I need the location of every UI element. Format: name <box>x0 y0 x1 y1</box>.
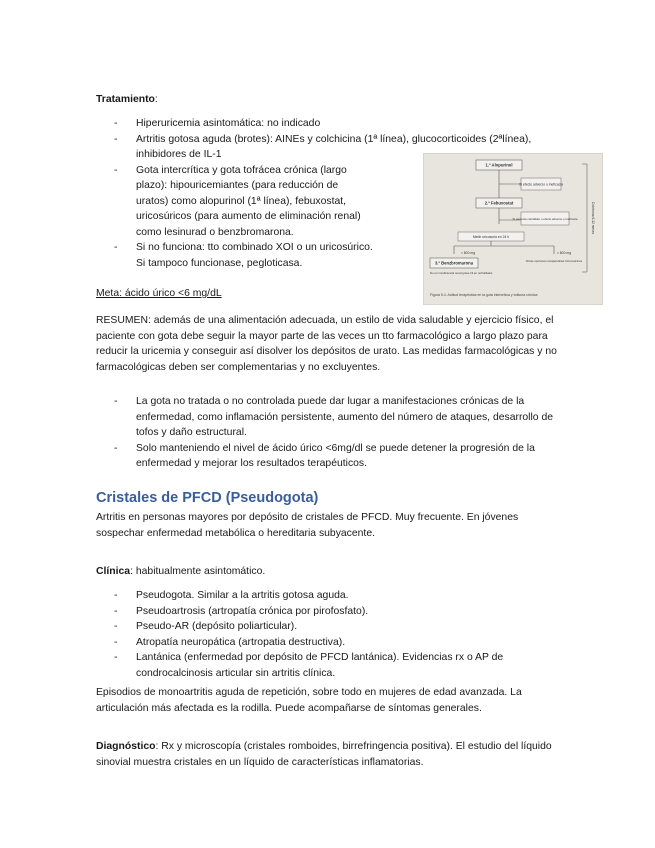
pfcd-intro: Artritis en personas mayores por depósito de cristales de PFCD. Muy frecuente. En jóvenes sospechar enfermedad metabólica o hereditaria subyacente. <box>96 512 519 539</box>
lt800-label: < 800 mg <box>460 251 476 255</box>
treatment-flowchart-figure <box>423 153 603 305</box>
list-item: - Solo manteniendo el nivel de ácido úrico <6mg/dl se puede detener la progresión de la enfermedad y mejorar los resultados terapéuticos. <box>96 441 558 472</box>
list-item: - Lantánica (enfermedad por depósito de PFCD lantánica). Evidencias rx o AP de condrocalcinosis articular sin artritis clínica. <box>96 650 558 681</box>
list-item: - La gota no tratada o no controlada puede dar lugar a manifestaciones crónicas de la enfermedad, como inflamación persistente, aumento del número de ataques, desarrollo de tofos y daño estructural. <box>96 394 558 441</box>
list-item: - Pseudo-AR (depósito poliarticular). <box>96 619 558 635</box>
no-insuf-label: No en insuficiencia renal grave Ni en nefrolitiasis <box>430 271 493 275</box>
list-item: - Pseudogota. Similar a la artritis gotosa aguda. <box>96 588 558 604</box>
figure-caption: Figura 5.4. Actitud terapéutica en la gota intercrítica y tofácea crónica <box>430 293 538 297</box>
gt800-label: > 800 mg <box>556 251 572 255</box>
list-item: - Gota intercrítica y gota tofrácea crónica (largo plazo): hipouricemiantes (para reducción de uratos) como alopurinol (1ª línea), febuxostat, uricosúricos (para aumento de eliminación renal) como lesinurad o benzbromarona. <box>96 163 366 241</box>
diagnostico-paragraph <box>96 739 566 770</box>
uricosuria-label: Medir uricosuria en 24 h <box>472 235 510 239</box>
otras-opciones-label: Otras opciones terapéuticas Uricosúricos <box>525 259 583 263</box>
resumen-list <box>96 394 558 472</box>
paciente-candidato-label: Si paciente candidato o efecto adverso o ineficacia <box>512 217 578 221</box>
efecto-adverso-label: Si efecto adverso o ineficacia <box>518 182 564 187</box>
clinica-text: : habitualmente asintomático. <box>130 566 266 577</box>
resumen-paragraph: RESUMEN: además de una alimentación adecuada, un estilo de vida saludable y ejercicio físico, el paciente con gota debe seguir la mayor parte de las veces un tto farmacológico a largo plazo para reducir la uricemia y conseguir así disolver los depósitos de urato. Las medidas farmacológicas y no farmacológicas deben ser complementarias y no excluyentes. <box>96 315 557 373</box>
febuxostat-label: 2.º Febuxostat <box>484 200 514 206</box>
list-item: - Si no funciona: tto combinado XOI o un uricosúrico. Si tampoco funcionase, pegloticasa. <box>96 240 376 271</box>
list-item: - Atropatía neuropática (artropatia destructiva). <box>96 635 558 651</box>
diagnostico-text: : Rx y microscopía (cristales romboides, birrefringencia positiva). El estudio del líquido sinovial muestra cristales en un líquido de características inflamatorias. <box>96 741 552 768</box>
colchicina-side-label: Colchicina 6-12 meses <box>591 201 595 235</box>
alopurinol-label: 1.º Alopurinol <box>485 162 513 168</box>
clinica-line <box>96 564 561 580</box>
list-item: - Hiperuricemia asintomática: no indicado <box>96 116 566 132</box>
clinica-list <box>96 588 558 681</box>
benzbromarona-label: 3.º Benzbromarona <box>434 260 474 266</box>
tratamiento-colon: : <box>154 94 158 105</box>
diagnostico-label: Diagnóstico <box>96 741 156 752</box>
meta-line: Meta: ácido úrico <6 mg/dL <box>96 288 222 299</box>
list-item: - Artritis gotosa aguda (brotes): AINEs y colchicina (1ª línea), glucocorticoides (2ªlínea), inhibidores de IL-1 <box>96 132 566 163</box>
list-item: - Pseudoartrosis (artropatía crónica por pirofosfato). <box>96 604 558 620</box>
section-title-pfcd: Cristales de PFCD (Pseudogota) <box>96 490 319 506</box>
episodios-paragraph: Episodios de monoartritis aguda de repetición, sobre todo en mujeres de edad avanzada. La articulación más afectada es la rodilla. Puede acompañarse de síntomas generales. <box>96 687 522 714</box>
clinica-label: Clínica <box>96 566 131 577</box>
flowchart-svg <box>424 154 602 304</box>
tratamiento-heading-line <box>96 92 561 108</box>
tratamiento-heading: Tratamiento <box>96 94 155 105</box>
